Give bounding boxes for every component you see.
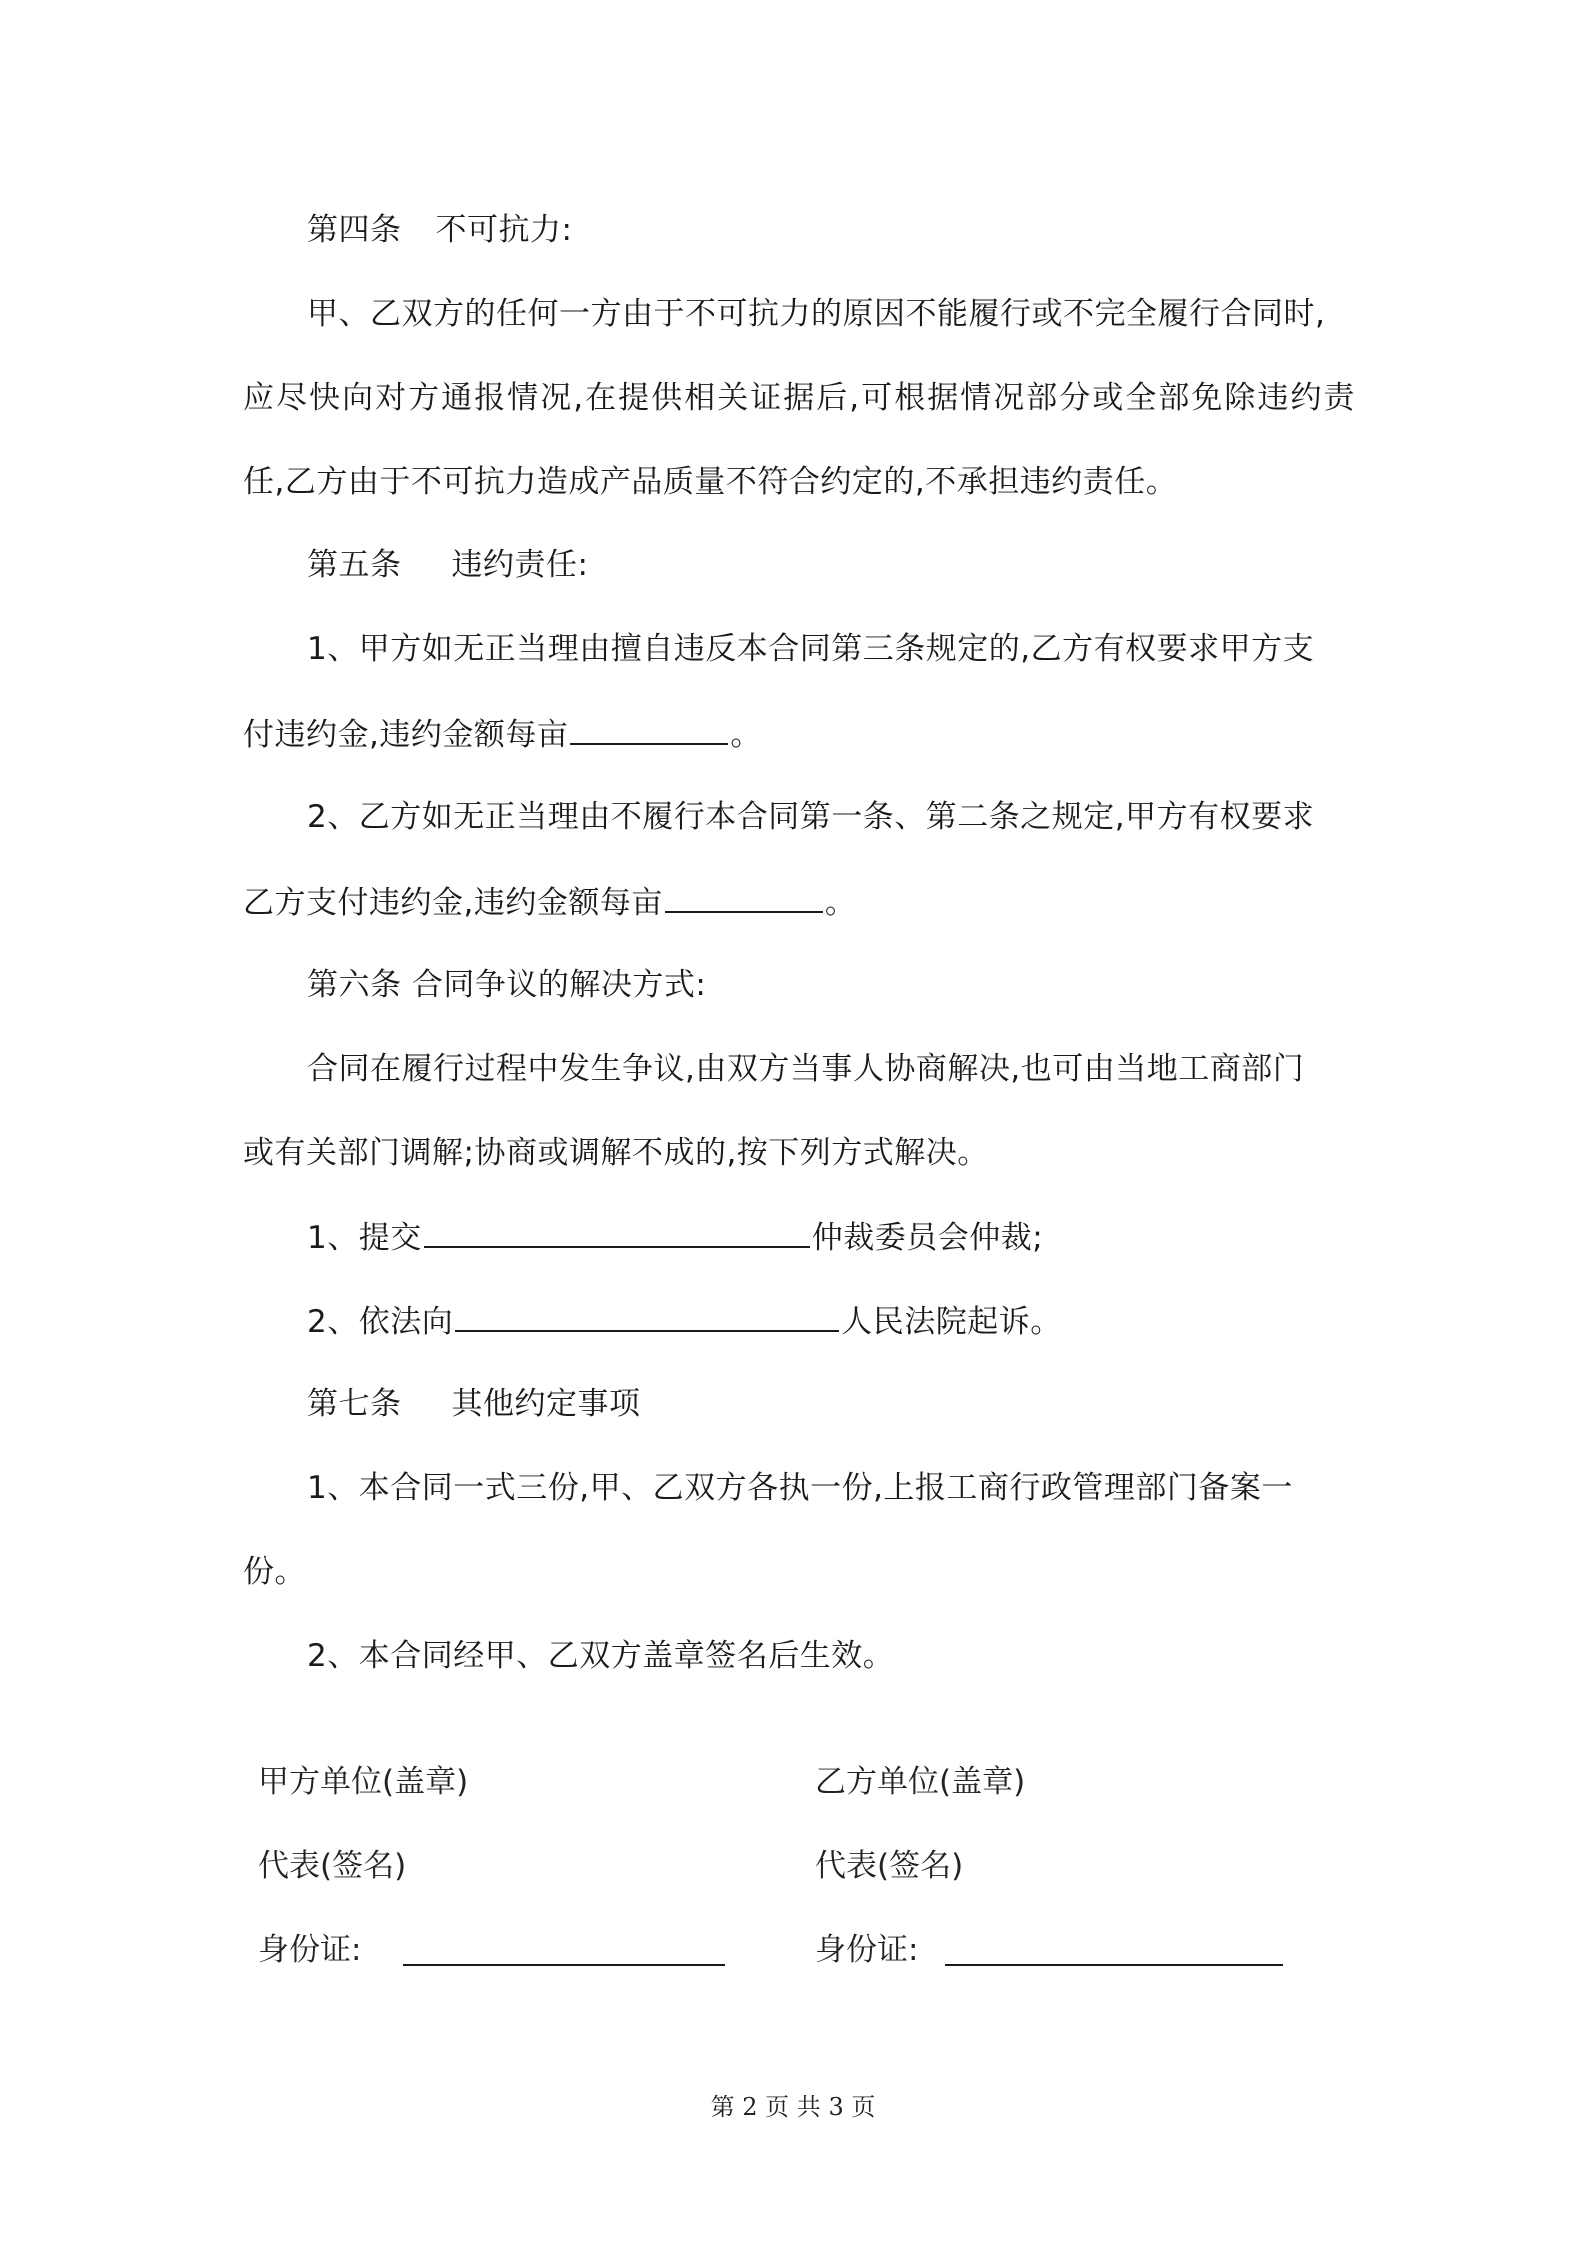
party-b-unit-seal: 乙方单位(盖章) bbox=[815, 1764, 1026, 1800]
article7-heading-title: 其他约定事项 bbox=[451, 1386, 641, 1422]
penalty-amount-blank-a bbox=[570, 713, 728, 745]
penalty-amount-blank-b bbox=[665, 881, 823, 913]
article5-item2-prefix: 乙方支付违约金,违约金额每亩 bbox=[243, 885, 663, 921]
article7-item1-line2: 份。 bbox=[243, 1554, 306, 1590]
article7-heading-num: 第七条 bbox=[307, 1386, 402, 1422]
article5-item2-suffix: 。 bbox=[824, 885, 857, 921]
article7-item1-line1: 1、本合同一式三份,甲、乙双方各执一份,上报工商行政管理部门备案一 bbox=[307, 1470, 1293, 1506]
article4-para-line2: 应尽快向对方通报情况,在提供相关证据后,可根据情况部分或全部免除违约责 bbox=[243, 380, 1355, 416]
article4-para-line1: 甲、乙双方的任何一方由于不可抗力的原因不能履行或不完全履行合同时, bbox=[307, 296, 1326, 332]
article5-item1-line2 bbox=[243, 713, 762, 755]
party-b-id-blank bbox=[945, 1964, 1283, 1966]
party-b-representative: 代表(签名) bbox=[815, 1848, 964, 1884]
party-b-id-label: 身份证: bbox=[815, 1932, 919, 1968]
article5-heading-num: 第五条 bbox=[307, 547, 402, 583]
article5-item1-prefix: 付违约金,违约金额每亩 bbox=[243, 717, 569, 753]
article6-para-line1: 合同在履行过程中发生争议,由双方当事人协商解决,也可由当地工商部门 bbox=[307, 1051, 1305, 1087]
article5-heading-title: 违约责任: bbox=[451, 547, 589, 583]
article6-item1-suffix: 仲裁委员会仲裁; bbox=[811, 1220, 1044, 1256]
article5-item2-line2 bbox=[243, 881, 856, 923]
court-name-blank bbox=[455, 1300, 839, 1332]
article6-item2-suffix: 人民法院起诉。 bbox=[841, 1304, 1062, 1340]
party-a-representative: 代表(签名) bbox=[258, 1848, 407, 1884]
article4-heading bbox=[307, 210, 572, 250]
article6-item1 bbox=[307, 1216, 1043, 1258]
page-number-footer: 第 2 页 共 3 页 bbox=[710, 2093, 876, 2121]
article6-para-line2: 或有关部门调解;协商或调解不成的,按下列方式解决。 bbox=[243, 1135, 989, 1171]
article5-item2-line1: 2、乙方如无正当理由不履行本合同第一条、第二条之规定,甲方有权要求 bbox=[307, 799, 1315, 835]
article5-heading bbox=[307, 545, 588, 585]
article4-heading-title: 不可抗力: bbox=[435, 212, 573, 248]
article4-para-line3: 任,乙方由于不可抗力造成产品质量不符合约定的,不承担违约责任。 bbox=[243, 464, 1178, 500]
article6-item2-prefix: 2、依法向 bbox=[307, 1304, 454, 1340]
article6-item1-prefix: 1、提交 bbox=[307, 1220, 422, 1256]
party-a-id-blank bbox=[403, 1964, 725, 1966]
arbitration-committee-blank bbox=[424, 1216, 810, 1248]
article4-heading-num: 第四条 bbox=[307, 212, 402, 248]
party-a-id-label: 身份证: bbox=[258, 1932, 362, 1968]
party-a-unit-seal: 甲方单位(盖章) bbox=[258, 1764, 469, 1800]
article6-item2 bbox=[307, 1300, 1062, 1342]
article5-item1-suffix: 。 bbox=[730, 717, 762, 753]
article7-heading bbox=[307, 1384, 641, 1424]
article7-item2: 2、本合同经甲、乙双方盖章签名后生效。 bbox=[307, 1638, 895, 1674]
article5-item1-line1: 1、甲方如无正当理由擅自违反本合同第三条规定的,乙方有权要求甲方支 bbox=[307, 631, 1315, 667]
article6-heading: 第六条 合同争议的解决方式: bbox=[307, 967, 707, 1003]
